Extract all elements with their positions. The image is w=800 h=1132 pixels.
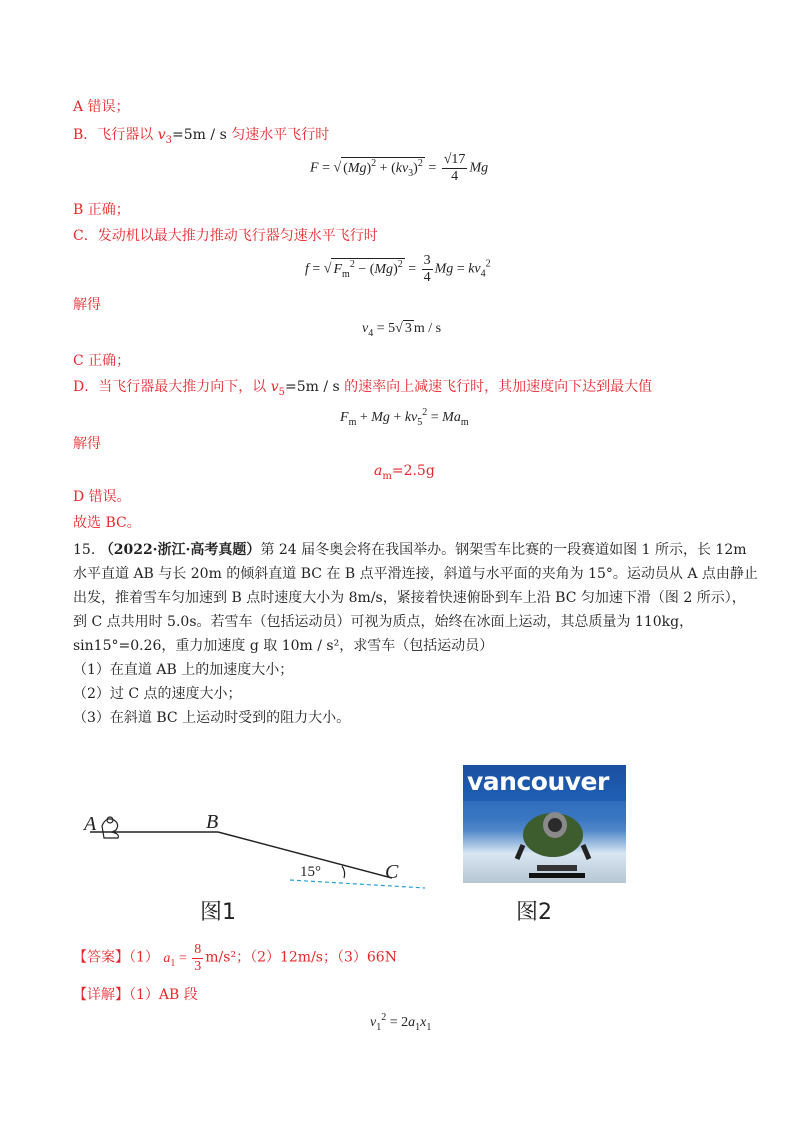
problem-source: （2022·浙江·高考真题） (99, 542, 261, 558)
option-c-text: C．发动机以最大推力推动飞行器匀速水平飞行时 (73, 228, 378, 244)
fig1-label-c: C (385, 861, 399, 883)
fig1-caption: 图1 (200, 900, 236, 925)
option-d-value: =5m / s (284, 379, 340, 395)
problem-text-2: 水平直道 AB 与长 20m 的倾斜直道 BC 在 B 点平滑连接，斜道与水平面的夹角为 15°。运动员从 A 点由静止 (73, 566, 758, 582)
option-b-suffix: 匀速水平飞行时 (226, 127, 330, 143)
option-d-var: v (270, 379, 279, 395)
option-d-result: D 错误。 (73, 489, 131, 505)
option-b-sub: 3 (165, 135, 173, 146)
option-d-suffix: 的速率向上减速飞行时，其加速度向下达到最大值 (339, 379, 653, 395)
formula-am: $a_m=2.5g$ (374, 463, 435, 482)
formula-f: F = √ $(Mg)^2 + (kv_3)^2$ = $\frac{√17}{4}$ Mg (310, 152, 489, 184)
skeleton-athlete-icon (463, 765, 626, 883)
am-value: =2.5g (391, 463, 435, 479)
fig2-caption: 图2 (516, 900, 552, 925)
answer-tag: 【答案】 (73, 949, 129, 966)
option-d-sub: 5 (278, 387, 285, 398)
problem-text-3: 出发，推着雪车匀加速到 B 点时速度大小为 8m/s，紧接着快速俯卧到车上沿 BC 匀加速下滑（图 2 所示）， (73, 590, 746, 606)
question-3: （3）在斜道 BC 上运动时受到的阻力大小。 (73, 710, 351, 726)
option-b-prefix: B．飞行器以 (73, 127, 158, 143)
detail-text: （1）AB 段 (129, 987, 198, 1003)
formula-kinematics: $v_1^2 = 2a_1x_1$ (370, 1012, 432, 1033)
figure-2-photo (463, 765, 626, 883)
question-2: （2）过 C 点的速度大小； (73, 686, 242, 702)
option-c-result: C 正确； (73, 353, 131, 369)
option-d-line (73, 377, 652, 403)
solve-label-1: 解得 (73, 297, 101, 313)
question-1: （1）在直道 AB 上的加速度大小； (73, 662, 294, 678)
formula-friction: f = √ $F_m^2 - (Mg)^2$ = $\frac{3}{4}$ $Mg = kv_4^2$ (305, 253, 491, 285)
option-b-value: =5m / s (172, 127, 227, 143)
option-a-result: A 错误； (73, 99, 130, 115)
answer-formula: $a_1$ = $\frac{8}{3}$ (163, 942, 202, 974)
formula-newton: $F_m + Mg + kv_5^2 = Ma_m$ (340, 407, 469, 428)
fig1-label-b: B (206, 811, 219, 833)
final-choice: 故选 BC。 (73, 515, 141, 531)
detail-tag: 【详解】 (73, 987, 129, 1003)
answer-unit: m/s² (205, 949, 237, 966)
problem-text-1: 第 24 届冬奥会将在我国举办。钢架雪车比赛的一段赛道如图 1 所示，长 12m (260, 542, 747, 558)
answer-line (73, 942, 397, 979)
option-b-line (73, 125, 329, 151)
detail-line (73, 985, 198, 1005)
option-b-var: v (157, 127, 166, 143)
answer-part-1: （1） (129, 949, 159, 966)
option-b-result: B 正确； (73, 202, 130, 218)
option-d-prefix: D．当飞行器最大推力向下，以 (73, 379, 271, 395)
problem-text-5: sin15°=0.26，重力加速度 g 取 10m / s²，求雪车（包括运动员） (73, 638, 494, 654)
fig1-label-a: A (84, 813, 97, 835)
problem-text-4: 到 C 点共用时 5.0s。若雪车（包括运动员）可视为质点，始终在冰面上运动，其总质量为 110kg， (73, 614, 694, 630)
fig1-angle: 15° (300, 864, 321, 880)
solve-label-2: 解得 (73, 436, 101, 452)
problem-number: 15. (73, 542, 96, 558)
answer-part-2: ；（2）12m/s；（3）66N (236, 949, 397, 966)
banner-text: vancouver (467, 767, 609, 796)
formula-v4: $v_4 = 5√$ 3 m / s (362, 321, 442, 339)
figure-1-track (80, 800, 440, 900)
sled-icon (102, 817, 118, 838)
problem-15 (73, 538, 758, 730)
